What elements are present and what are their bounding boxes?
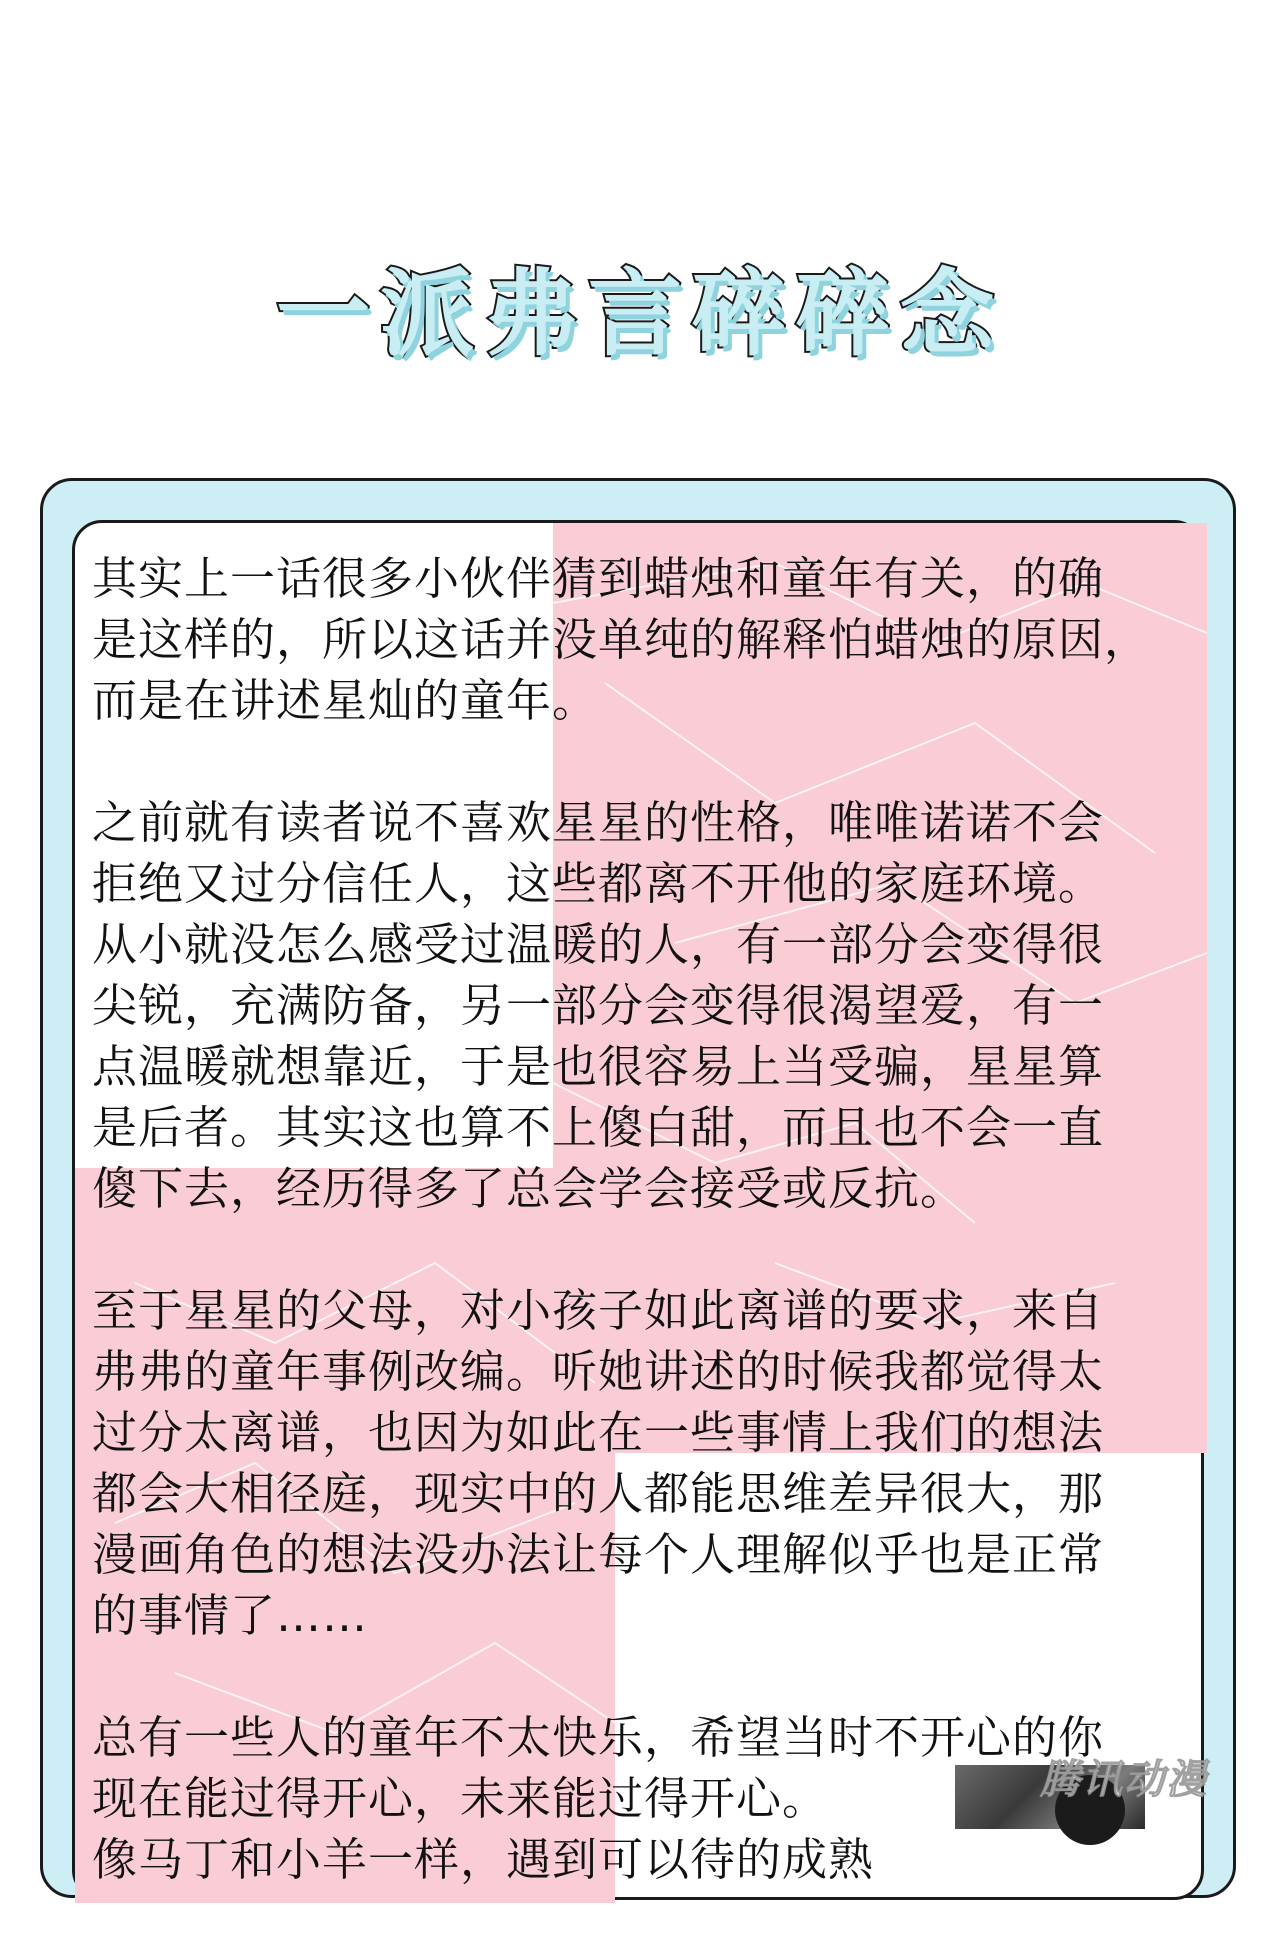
- text-line: 像马丁和小羊一样，遇到可以待的成熟: [92, 1833, 875, 1886]
- text-line: 从小就没怎么感受过温暖的人，有一部分会变得很: [92, 918, 1105, 971]
- text-line: 过分太离谱，也因为如此在一些事情上我们的想法: [92, 1406, 1105, 1459]
- article-body: [92, 548, 1202, 1951]
- text-line: 之前就有读者说不喜欢星星的性格，唯唯诺诺不会: [92, 796, 1105, 849]
- paragraph-2: [92, 792, 1202, 1219]
- text-line: 尖锐，充满防备，另一部分会变得很渴望爱，有一: [92, 979, 1105, 1032]
- text-line: 是后者。其实这也算不上傻白甜，而且也不会一直: [92, 1101, 1105, 1154]
- text-line: 拒绝又过分信任人，这些都离不开他的家庭环境。: [92, 857, 1105, 910]
- text-line: 其实上一话很多小伙伴猜到蜡烛和童年有关，的确: [92, 552, 1105, 605]
- text-line: 弗弗的童年事例改编。听她讲述的时候我都觉得太: [92, 1345, 1105, 1398]
- text-line: 是这样的，所以这话并没单纯的解释怕蜡烛的原因，: [92, 613, 1151, 666]
- text-line: 现在能过得开心，未来能过得开心。: [92, 1772, 829, 1825]
- paragraph-1: [92, 548, 1202, 731]
- text-line: 傻下去，经历得多了总会学会接受或反抗。: [92, 1162, 967, 1215]
- text-line: 漫画角色的想法没办法让每个人理解似乎也是正常: [92, 1528, 1105, 1581]
- page-title: 一派弗言碎碎念: [275, 260, 1004, 369]
- text-line: 至于星星的父母，对小孩子如此离谱的要求，来自: [92, 1284, 1105, 1337]
- watermark-logo: 腾讯动漫: [1040, 1757, 1208, 1803]
- paragraph-3: [92, 1280, 1202, 1646]
- text-line: 的事情了……: [92, 1589, 369, 1642]
- text-line: 点温暖就想靠近，于是也很容易上当受骗，星星算: [92, 1040, 1105, 1093]
- text-line: 总有一些人的童年不太快乐，希望当时不开心的你: [92, 1711, 1105, 1764]
- text-line: 都会大相径庭，现实中的人都能思维差异很大，那: [92, 1467, 1105, 1520]
- text-line: 而是在讲述星灿的童年。: [92, 674, 599, 727]
